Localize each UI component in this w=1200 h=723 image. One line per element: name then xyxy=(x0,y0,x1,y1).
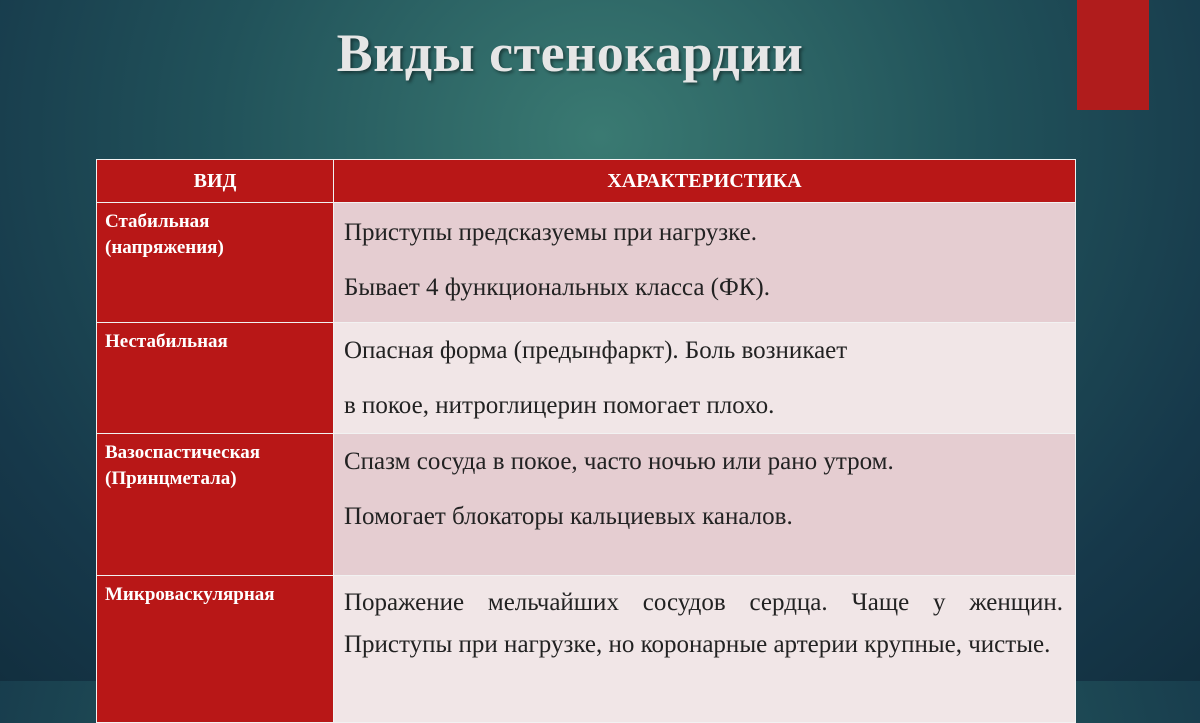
angina-types-table xyxy=(96,159,1076,723)
type-label: Вазоспастическая xyxy=(105,442,261,463)
table-header-row xyxy=(97,160,1076,203)
desc-line: Приступы предсказуемы при нагрузке. xyxy=(344,219,758,246)
table-row xyxy=(97,323,1076,434)
header-type: ВИД xyxy=(97,160,334,203)
desc-line: Помогает блокаторы кальциевых каналов. xyxy=(344,503,793,530)
desc-cell xyxy=(334,576,1076,723)
desc-line: Бывает 4 функциональных класса (ФК). xyxy=(344,274,770,301)
type-label-sub: (Принцметала) xyxy=(105,468,237,489)
type-label-sub: (напряжения) xyxy=(105,237,224,258)
type-cell xyxy=(97,576,334,723)
desc-cell xyxy=(334,434,1076,576)
desc-paragraph: Поражение мельчайших сосудов сердца. Чаще у женщин. Приступы при нагрузке, но коронарные артерии крупные, чистые. xyxy=(344,589,1063,658)
desc-line: Опасная форма (предынфаркт). Боль возникает xyxy=(344,337,848,364)
table-row xyxy=(97,203,1076,323)
desc-cell xyxy=(334,323,1076,434)
type-label: Стабильная xyxy=(105,211,210,232)
desc-line: Спазм сосуда в покое, часто ночью или рано утром. xyxy=(344,448,894,475)
type-label: Нестабильная xyxy=(105,331,228,352)
type-cell xyxy=(97,323,334,434)
type-cell xyxy=(97,434,334,576)
slide-title: Виды стенокардии xyxy=(336,23,804,83)
type-label: Микроваскулярная xyxy=(105,584,275,605)
table-row xyxy=(97,434,1076,576)
header-characteristics: ХАРАКТЕРИСТИКА xyxy=(334,160,1076,203)
table-row xyxy=(97,576,1076,723)
type-cell xyxy=(97,203,334,323)
desc-line: в покое, нитроглицерин помогает плохо. xyxy=(344,392,775,419)
desc-cell xyxy=(334,203,1076,323)
